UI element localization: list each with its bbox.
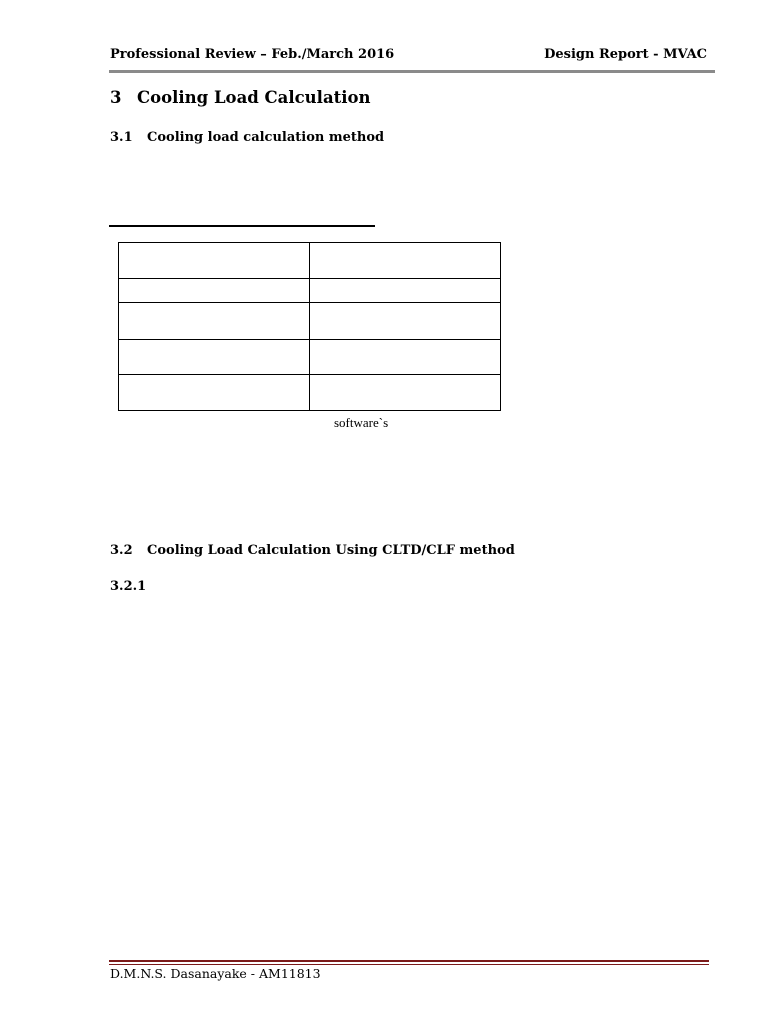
subsection-heading-3-2: [110, 543, 515, 558]
section-heading: [110, 88, 371, 107]
header-rule: [109, 70, 715, 73]
table-row: [119, 243, 501, 279]
header-left-text: Professional Review – Feb./March 2016: [110, 47, 395, 62]
table-cell: [310, 375, 501, 411]
table-row: [119, 340, 501, 375]
table-cell: [119, 375, 310, 411]
footer-rule-top: [109, 960, 709, 962]
table-caption: software`s: [334, 415, 389, 430]
empty-table: [118, 242, 501, 411]
subsection-number: 3.2: [110, 543, 133, 558]
table-cell: [119, 303, 310, 340]
table-cell: [310, 303, 501, 340]
header-right-text: Design Report - MVAC: [544, 47, 707, 62]
subsection-title: Cooling load calculation method: [147, 130, 385, 145]
table-cell: [310, 340, 501, 375]
table-cell: [119, 243, 310, 279]
footer-text: D.M.N.S. Dasanayake - AM11813: [110, 966, 321, 981]
table-cell: [119, 340, 310, 375]
section-title: Cooling Load Calculation: [137, 88, 371, 107]
subsection-number: 3.1: [110, 130, 133, 145]
table-row: [119, 375, 501, 411]
section-number: 3: [110, 88, 122, 107]
underline-rule: [109, 225, 375, 227]
subsubsection-heading: 3.2.1: [110, 579, 147, 594]
footer-rule-bottom: [109, 964, 709, 965]
subsection-heading-3-1: [110, 130, 384, 145]
table-cell: [119, 279, 310, 303]
table-cell: [310, 243, 501, 279]
table-row: [119, 303, 501, 340]
subsection-title: Cooling Load Calculation Using CLTD/CLF method: [147, 543, 515, 558]
table-row: [119, 279, 501, 303]
table-cell: [310, 279, 501, 303]
